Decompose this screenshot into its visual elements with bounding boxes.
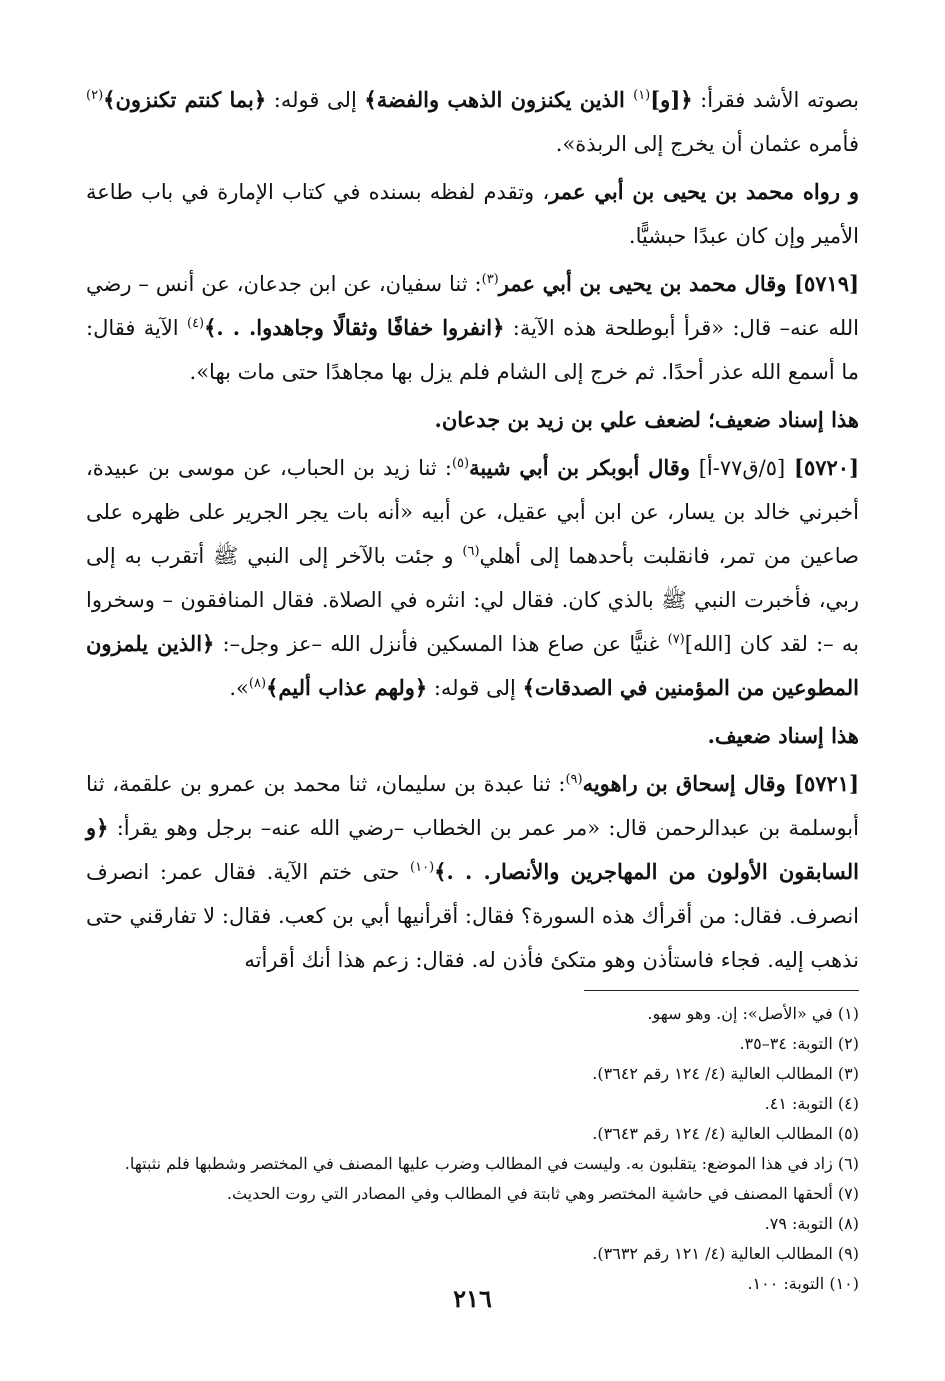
text: إلى قوله: [266, 88, 365, 112]
footnote-5: (٥) المطالب العالية (٤/ ١٢٤ رقم ٣٦٤٣). [592, 1124, 859, 1143]
footnote-2: (٢) التوبة: ٣٤–٣٥. [739, 1034, 859, 1053]
footnote-ref: (٩) [565, 772, 583, 787]
manuscript-ref: [٥/ق٧٧-أ] [698, 456, 786, 480]
quran-quote: ﴿و السابقون الأولون من المهاجرين والأنصار. . .﴾ [86, 815, 859, 884]
footnote-3: (٣) المطالب العالية (٤/ ١٢٤ رقم ٣٦٤٢). [592, 1064, 859, 1083]
hadith-heading: [٥٧١٩] وقال محمد بن يحيى بن أبي عمر [498, 271, 859, 296]
footnote-ref: (٨) [248, 676, 267, 691]
isnad-grading-2 [86, 714, 859, 758]
footnote-ref: (٢) [86, 88, 104, 103]
footnote-ref: (١) [633, 88, 651, 103]
quran-quote: الذين يكنزون الذهب والفضة﴾ [364, 87, 634, 112]
footnote-ref: (١٠) [410, 860, 435, 875]
hadith-5719 [86, 262, 859, 394]
text: هذا إسناد ضعيف. [707, 723, 859, 748]
text: هذا إسناد ضعيف؛ لضعف علي بن زيد بن جدعان. [434, 407, 859, 432]
footnote-1: (١) في «الأصل»: إن. وهو سهو. [647, 1004, 859, 1023]
text: ». [229, 676, 249, 700]
narrator-name: و رواه محمد بن يحيى بن أبي عمر [549, 179, 859, 204]
footnote-9: (٩) المطالب العالية (٤/ ١٢١ رقم ٣٦٣٢). [592, 1244, 859, 1263]
footnote-ref: (٣) [481, 272, 499, 287]
isnad-grading-1 [86, 398, 859, 442]
page-number: ٢١٦ [453, 1284, 492, 1313]
paragraph-2 [86, 170, 859, 258]
footnote-ref: (٧) [667, 632, 685, 647]
hadith-heading: وقال أبوبكر بن أبي شيبة [469, 455, 699, 480]
footnote-ref: (٦) [462, 544, 480, 559]
text: غنيًّا عن صاع هذا المسكين فأنزل الله –عز وجل–: [214, 632, 668, 656]
footnotes [86, 999, 859, 1299]
quran-quote: ﴿الذين يلمزون المطوعين من المؤمنين في الصدقات﴾ [86, 631, 859, 700]
text: و جئت بالآخر إلى النبي ﷺ أتقرب به إلى ربي، فأخبرت النبي ﷺ بالذي كان. فقال لي: انثره في الصلاة. فقال المنافقون – وسخروا به –: لقد كان [الله] [86, 544, 859, 656]
footnote-8: (٨) التوبة: ٧٩. [764, 1214, 859, 1233]
text: فأمره عثمان أن يخرج إلى الربذة». [555, 132, 859, 156]
footnote-7: (٧) ألحقها المصنف في حاشية المختصر وهي ثابتة في المطالب وفي المصادر التي روت الحديث. [226, 1184, 859, 1203]
quran-quote: ﴿انفروا خفافًا وثقالًا وجاهدوا. . .﴾ [204, 315, 505, 340]
text: بصوته الأشد فقرأ: [692, 88, 859, 112]
hadith-5720 [86, 446, 859, 710]
hadith-heading: [٥٧٢١] وقال إسحاق بن راهويه [582, 771, 859, 796]
quran-quote: ﴿بما كنتم تكنزون﴾ [103, 87, 267, 112]
paragraph-1 [86, 78, 859, 166]
hadith-number: [٥٧٢٠] [785, 455, 859, 480]
text: : ثنا زيد بن الحباب، عن موسى بن عبيدة، أخبرني خالد بن يسار، عن ابن أبي عقيل، عن أبيه «أنه بات يجر الجرير على ظهره على صاعين من تمر، فانقلبت بأحدهما إلى أهلي [86, 456, 859, 568]
footnote-4: (٤) التوبة: ٤١. [764, 1094, 859, 1113]
footnote-ref: (٥) [451, 456, 470, 471]
text: حتى ختم الآية. فقال عمر: انصرف انصرف. فقال: من أقرأك هذه السورة؟ فقال: أقرأنيها أبي بن كعب. فقال: لا تفارقني حتى نذهب إليه. فجاء فاستأذن وهو متكئ فأذن له. فقال: زعم هذا أنك أقرأته [86, 860, 859, 972]
footnote-divider [584, 990, 859, 991]
text: : ثنا عبدة بن سليمان، ثنا محمد بن عمرو بن علقمة، ثنا أبوسلمة بن عبدالرحمن قال: «مر عمر بن الخطاب –رضي الله عنه– برجل وهو يقرأ: [86, 772, 859, 840]
footnote-10: (١٠) التوبة: ١٠٠. [747, 1274, 859, 1293]
text: الآية فقال: ما أسمع الله عذر أحدًا. ثم خرج إلى الشام فلم يزل بها مجاهدًا حتى مات بها». [86, 316, 859, 384]
footnote-ref: (٤) [186, 316, 205, 331]
text: إلى قوله: [427, 676, 523, 700]
quran-quote: ﴿ولهم عذاب أليم﴾ [266, 675, 428, 700]
text: ، وتقدم لفظه بسنده في كتاب الإمارة في باب طاعة الأمير وإن كان عبدًا حبشيًّا. [86, 180, 859, 248]
footnote-6: (٦) زاد في هذا الموضع: يتقلبون به. وليست في المطالب وضرب عليها المصنف في المختصر وشطبها فلم نثبتها. [124, 1154, 859, 1173]
hadith-5721 [86, 762, 859, 982]
text: : ثنا سفيان، عن ابن جدعان، عن أنس – رضي الله عنه– قال: «قرأ أبوطلحة هذه الآية: [86, 272, 859, 340]
quran-quote: ﴿[و] [650, 87, 693, 112]
